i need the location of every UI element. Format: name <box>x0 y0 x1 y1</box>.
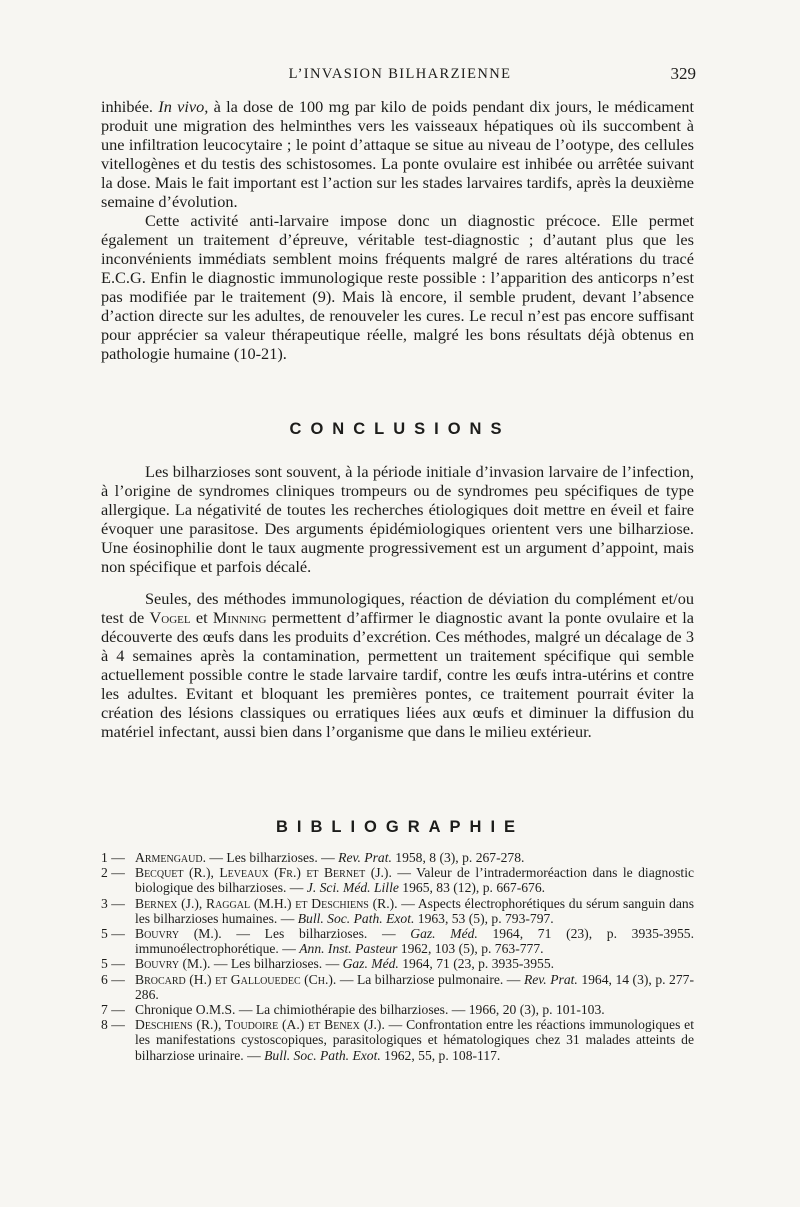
text-run: — Aspects électrophorétiques du sérum sanguin dans les bilharzioses humaines. — <box>135 895 695 926</box>
journal-name: Ann. Inst. Pasteur <box>299 941 398 957</box>
author-name: Vogel <box>149 608 191 627</box>
journal-name: Gaz. Méd. <box>410 926 478 942</box>
text-run: — Les bilharzioses. — <box>210 956 343 972</box>
text-run: 1958, 8 (3), p. 267-278. <box>391 850 525 865</box>
paragraph: Les bilharzioses sont souvent, à la période initiale d’invasion larvaire de l’infection, à l’origine de syndromes cliniques trompeurs ou de syndromes peu spécifiques de type allergique. La négativité de toutes les recherches étiologiques doit mettre en éveil et faire évoquer une parasitose. Des arguments épidémiologiques orientent vers une bilharziose. Une éosinophilie dont le taux augmente progressivement est un argument d’appoint, mais non spécifique et parfois décalé. <box>101 462 694 576</box>
reference-text <box>135 896 694 926</box>
reference-authors: Becquet (R.), Leveaux (Fr.) et Bernet (J.). <box>135 865 392 881</box>
reference-text <box>135 956 694 971</box>
reference-number: 8 — <box>101 1017 125 1033</box>
list-item <box>101 972 694 1002</box>
reference-authors: Bernex (J.), Raggal (M.H.) et Deschiens (R.). <box>135 895 398 911</box>
reference-text <box>135 1017 694 1063</box>
reference-number: 2 — <box>101 865 125 881</box>
paragraph <box>101 97 694 211</box>
reference-text <box>135 850 694 865</box>
list-item <box>101 850 694 865</box>
list-item <box>101 926 694 956</box>
paragraph: Cette activité anti-larvaire impose donc un diagnostic précoce. Elle permet également un traitement d’épreuve, véritable test-diagnostic ; d’autant plus que les inconvénients immédiats semblent moins fréquents malgré de rares altérations du tracé E.C.G. Enfin le diagnostic immunologique reste possible : l’apparition des anticorps n’est pas modifiée par le traitement (9). Mais là encore, il semble prudent, devant l’absence d’action directe sur les adultes, de renouveler les cures. Le recul n’est pas encore suffisant pour apprécier sa valeur thérapeutique réelle, malgré les bons résultats déjà obtenus en pathologie humaine (10-21). <box>101 211 694 363</box>
text-run: et <box>190 608 213 627</box>
text-run: permettent d’affirmer le diagnostic avant la ponte ovulaire et la découverte des œufs dans les produits d’excrétion. Ces méthodes, malgré un décalage de 3 à 4 semaines après la contamination, permettent un traitement spécifique qui semble actuellement possible contre le stade larvaire tardif, contre les œufs intra-utérins et contre les adultes. Evitant et bloquant les premières pontes, ce traitement pourrait éviter la création des lésions classiques ou erratiques liées aux œufs et diminuer la diffusion du matériel infectant, aussi bien dans l’organisme que dans le milieu extérieur. <box>101 608 695 741</box>
text-run: 1964, 14 (3), p. 277-286. <box>135 971 694 1002</box>
reference-number: 1 — <box>101 850 125 865</box>
journal-name: Rev. Prat. <box>523 971 578 987</box>
page-number: 329 <box>670 64 696 83</box>
text-run: — La bilharziose pulmonaire. — <box>336 971 524 987</box>
journal-name: Rev. Prat. <box>338 850 392 865</box>
journal-name: Bull. Soc. Path. Exot. <box>297 910 415 926</box>
reference-authors: Armengaud. <box>135 850 206 865</box>
list-item <box>101 1017 694 1063</box>
text-run: 1962, 55, p. 108-117. <box>380 1047 501 1063</box>
reference-authors: Brocard (H.) et Gallouedec (Ch.). <box>135 971 337 987</box>
conclusions-text <box>101 462 694 741</box>
text-run: — Les bilharzioses. — <box>221 926 411 942</box>
section-heading-conclusions: CONCLUSIONS <box>289 420 511 438</box>
reference-number: 3 — <box>101 895 125 911</box>
text-run: 1965, 83 (12), p. 667-676. <box>398 880 546 896</box>
text-run: — Confrontation entre les réactions immunologiques et les manifestations cystoscopiques, parasitologiques et hématologiques chez 31 malades atteints de bilharziose urinaire. — <box>135 1017 694 1063</box>
reference-text <box>135 926 694 956</box>
list-item <box>101 896 694 926</box>
italic-text: In vivo, <box>158 97 209 116</box>
reference-text <box>135 972 694 1002</box>
list-item <box>101 956 694 971</box>
journal-name: J. Sci. Méd. Lille <box>306 880 399 896</box>
text-run: Seules, des méthodes immunologiques, réaction de déviation du complément et/ou test de <box>101 589 694 627</box>
reference-text <box>135 1002 694 1017</box>
text-run: — Les bilharzioses. — <box>206 850 339 865</box>
reference-number: 7 — <box>101 1002 125 1018</box>
bibliography-list <box>101 850 694 1063</box>
reference-authors: Bouvry (M.). <box>135 926 222 942</box>
running-title: L’INVASION BILHARZIENNE <box>288 66 512 82</box>
text-run: — Valeur de l’intradermoréaction dans le diagnostic biologique des bilharzioses. — <box>135 865 695 896</box>
reference-authors: Deschiens (R.), Toudoire (A.) et Benex (J.). <box>135 1017 385 1033</box>
text-run: 1964, 71 (23, p. 3935-3955. <box>398 956 555 972</box>
list-item <box>101 1002 694 1017</box>
text-run: 1963, 53 (5), p. 793-797. <box>414 910 554 926</box>
text-run: Chronique O.M.S. — La chimiothérapie des bilharzioses. — 1966, 20 (3), p. 101-103. <box>135 1002 605 1018</box>
intro-text <box>101 97 694 363</box>
journal-name: Bull. Soc. Path. Exot. <box>264 1047 381 1063</box>
text-run: inhibée. <box>101 97 159 116</box>
reference-number: 6 — <box>101 971 125 987</box>
reference-authors: Bouvry (M.). <box>135 956 211 972</box>
reference-text <box>135 865 694 895</box>
author-name: Minning <box>212 608 267 627</box>
journal-name: Gaz. Méd. <box>342 956 399 972</box>
section-heading-bibliography: BIBLIOGRAPHIE <box>275 818 525 836</box>
reference-number: 5 — <box>101 956 125 972</box>
paragraph <box>101 589 694 741</box>
text-run: à la dose de 100 mg par kilo de poids pendant dix jours, le médicament produit une migration des helminthes vers les vaisseaux hépatiques où ils succombent à une infiltration leucocytaire ; le point d’attaque se situe au niveau de l’ootype, des cellules vitellogènes et du testis des schistosomes. La ponte ovulaire est inhibée ou arrêtée suivant la dose. Mais le fait important est l’action sur les stades larvaires tardifs, après la deuxième semaine d’évolution. <box>101 97 694 211</box>
text-run: 1962, 103 (5), p. 763-777. <box>397 941 544 957</box>
text-run: 1964, 71 (23), p. 3935-3955. immunoélectrophorétique. — <box>135 926 694 957</box>
list-item <box>101 865 694 895</box>
reference-number: 5 — <box>101 926 125 942</box>
running-header <box>0 66 800 88</box>
